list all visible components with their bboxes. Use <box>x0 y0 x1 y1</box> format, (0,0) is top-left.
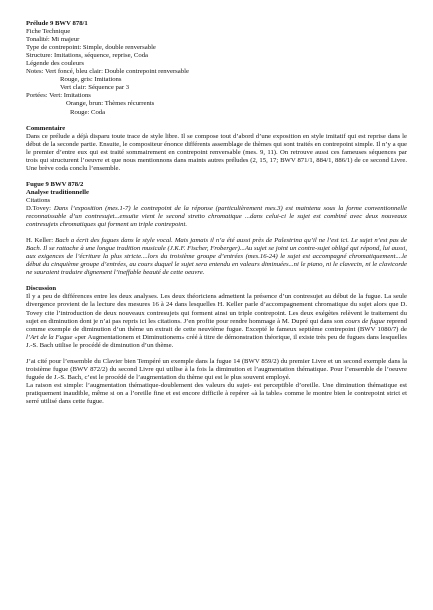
prelude-fiche <box>26 20 407 117</box>
fiche-line: Type de contrepoint: Simple, double renversable <box>26 44 156 52</box>
fiche-line: Notes: Vert foncé, bleu clair: Double contrepoint renversable <box>26 68 189 76</box>
prelude-title: Prélude 9 BWV 878/1 <box>26 20 88 27</box>
discussion-text: «per Augmentationem et Diminutionem» créé à titre de démonstration théorique, il existe très peu de fugues dans lesquelles J.-S. Bach utilise le procédé de diminution d’un thème. <box>26 333 407 349</box>
fiche-line: Tonalité: Mi majeur <box>26 36 80 44</box>
fiche-indented-line: Vert clair: Séquence par 3 <box>60 84 130 92</box>
citations-label: Citations <box>26 196 51 204</box>
fiche-line: Légende des couleurs <box>26 60 84 68</box>
discussion-text: Il y a peu de différences entre les deux analyses. Les deux théoriciens admettent la présence d’un contresujet au début de la fugue. La seule divergence provient de la lecture des mesures 16 à 24 dans lesquelles H. Keller parle d’accompagnement chromatique du sujet alors que D. Tovey cite l’introduction de deux nouveaux contresujets qui forment ainsi un triple contrepoint. Les deux exégètes relèvent le traitement du sujet en diminution dont je n’ai pas repris ici les citations. J’en profite pour rendre hommage à M. Dupré qui dans son <box>26 293 407 325</box>
discussion-paragraph-3: La raison est simple: l’augmentation thématique-doublement des valeurs du sujet- est perceptible d’oreille. Une diminution thématique est pratiquement inaudible, même si on a l’oreille fine et est encore difficile à repérer «à la table» comme le montre bien le contrepoint strict et serré utilisé dans cette fugue. <box>26 381 407 405</box>
keller-author: H. Keller: <box>26 237 56 245</box>
discussion-text: reprend comme exemple de diminution d’un thème un extrait de cette neuvième fugue. Excepté le fameux septième contrepoint (BWV 1080/7) de <box>26 317 408 333</box>
fiche-indented-line: Rouge: Coda <box>70 108 106 116</box>
fugue-title: Fugue 9 BWV 878/2 <box>26 180 84 188</box>
fiche-line: Structure: Imitations, séquence, reprise, Coda <box>26 52 149 60</box>
discussion-paragraph-2: J’ai cité pour l’ensemble du Clavier bien Tempéré un exemple dans la fugue 14 (BWV 859/2) du premier Livre et un second exemple dans la troisième fugue (BWV 872/2) du second Livre qui utilise à la fois la diminution et l’augmentation thématique. Pour l’ensemble de l’oeuvre fuguée de J.-S. Bach, c’est le procédé de l’augmentation du thème qui est le plus souvent employé. <box>26 357 407 381</box>
discussion-section <box>26 285 407 406</box>
fiche-indented-line: Rouge, gris: Imitations <box>60 76 122 84</box>
discussion-paragraph-1 <box>26 293 407 349</box>
commentaire-heading: Commentaire <box>26 124 66 132</box>
cours-de-fugue-italic: cours de fugue <box>345 317 385 325</box>
fugue-subtitle: Analyse traditionnelle <box>26 188 89 196</box>
tovey-author: D.Tovey: <box>26 204 54 212</box>
discussion-heading: Discussion <box>26 285 57 293</box>
commentaire-section <box>26 125 407 173</box>
commentaire-paragraph: Dans ce prélude a déjà disparu toute trace de style libre. Il se compose tout d’abord d’une exposition en style imitatif qui est reprise dans le début de la seconde partie. Ensuite, le compositeur énonce différents assemblage de thèmes qui sont traités en contrepoint simple. Il n’y a que le premier d’entre eux qui est traité sommairement en contrepoint renversable (mes. 9, 11). On retrouve aussi ces fameuses séquences par trois qui structurent l’oeuvre et que nous mentionnons dans maints autres préludes (2, 15, 17; BWV 871/1, 884/1, 886/1) de ce second Livre. Une brève coda conclu l’ensemble. <box>26 132 407 172</box>
keller-citation <box>26 237 407 277</box>
tovey-quote: Dans l’exposition (mes.1-7) le contrepoint de la réponse (particulièrement mes.3) est maintenu sous la forme conventionnelle reconnaissable d’un contresujet...ensuite vient le second stretto chromatique ...dans celui-ci le sujet est combiné avec deux nouveaux contresujets chromatiques qui forment un triple contrepoint. <box>26 204 407 229</box>
fugue-section <box>26 181 407 278</box>
fiche-line: Fiche Technique <box>26 28 71 36</box>
fiche-line: Portées: Vert: Imitations <box>26 92 91 100</box>
keller-quote: Bach a écrit des fugues dans le style vocal. Mais jamais il n’a été aussi près de Palestrina qu’il ne l’est ici. Le sujet n’est pas de Bach. Il se rattache à une longue tradition musicale (J.K.F. Fischer, Froberger)...Au sujet se joint un contre-sujet obligé qui répond, lui aussi, aux exigences de l’écriture la plus stricte....lors du troisième groupe d’entrées (mes.16-24) le sujet est accompagné chromatiquement....le début du cinquième groupe d’entrées, au cours duquel le sujet sera entendu en valeurs diminuées...ni le piano, ni le clavecin, ni le clavicorde ne sauraient traduire dignement l’ineffable beauté de cette oeuvre. <box>26 237 407 277</box>
tovey-citation <box>26 205 407 229</box>
art-de-la-fugue-italic: l’Art de la Fugue <box>26 333 73 341</box>
fiche-indented-line: Orange, brun: Thèmes récurrents <box>66 100 155 108</box>
